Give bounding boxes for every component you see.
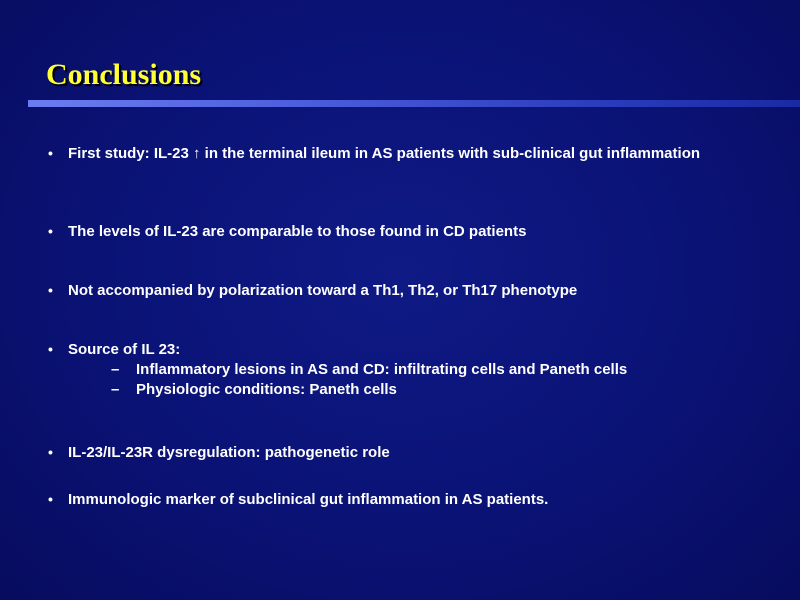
- bullet-dot-icon: •: [48, 491, 53, 507]
- sub-bullet-text: Inflammatory lesions in AS and CD: infiltrating cells and Paneth cells: [136, 361, 628, 378]
- sub-bullet-item: [68, 360, 768, 380]
- bullet-item-dysregulation: [46, 444, 768, 461]
- bullet-dot-icon: •: [48, 282, 53, 298]
- bullet-item-polarization: [46, 282, 768, 299]
- bullet-item-levels: [46, 223, 768, 240]
- bullet-item-marker: [46, 491, 768, 508]
- bullet-item-source: [46, 341, 768, 400]
- bullet-text: IL-23/IL-23R dysregulation: pathogenetic role: [68, 444, 390, 461]
- sub-bullet-text: Physiologic conditions: Paneth cells: [136, 381, 397, 398]
- bullet-text: Source of IL 23:: [68, 341, 181, 358]
- bullet-text: First study: IL-23 ↑ in the terminal ileum in AS patients with sub-clinical gut inflammation: [68, 145, 701, 162]
- bullet-dot-icon: •: [48, 341, 53, 357]
- bullet-text: The levels of IL-23 are comparable to those found in CD patients: [68, 223, 527, 240]
- bullet-item-first-study: [46, 145, 768, 162]
- dash-icon: –: [111, 361, 120, 378]
- sub-bullet-item: [68, 380, 768, 400]
- bullet-dot-icon: •: [48, 444, 53, 460]
- bullet-dot-icon: •: [48, 145, 53, 161]
- slide-title: Conclusions: [46, 58, 202, 91]
- dash-icon: –: [111, 381, 120, 398]
- sub-bullet-list: [68, 360, 768, 400]
- bullet-text: Not accompanied by polarization toward a Th1, Th2, or Th17 phenotype: [68, 282, 578, 299]
- bullet-dot-icon: •: [48, 223, 53, 239]
- title-underline-bar: [28, 100, 800, 107]
- bullet-text: Immunologic marker of subclinical gut inflammation in AS patients.: [68, 491, 549, 508]
